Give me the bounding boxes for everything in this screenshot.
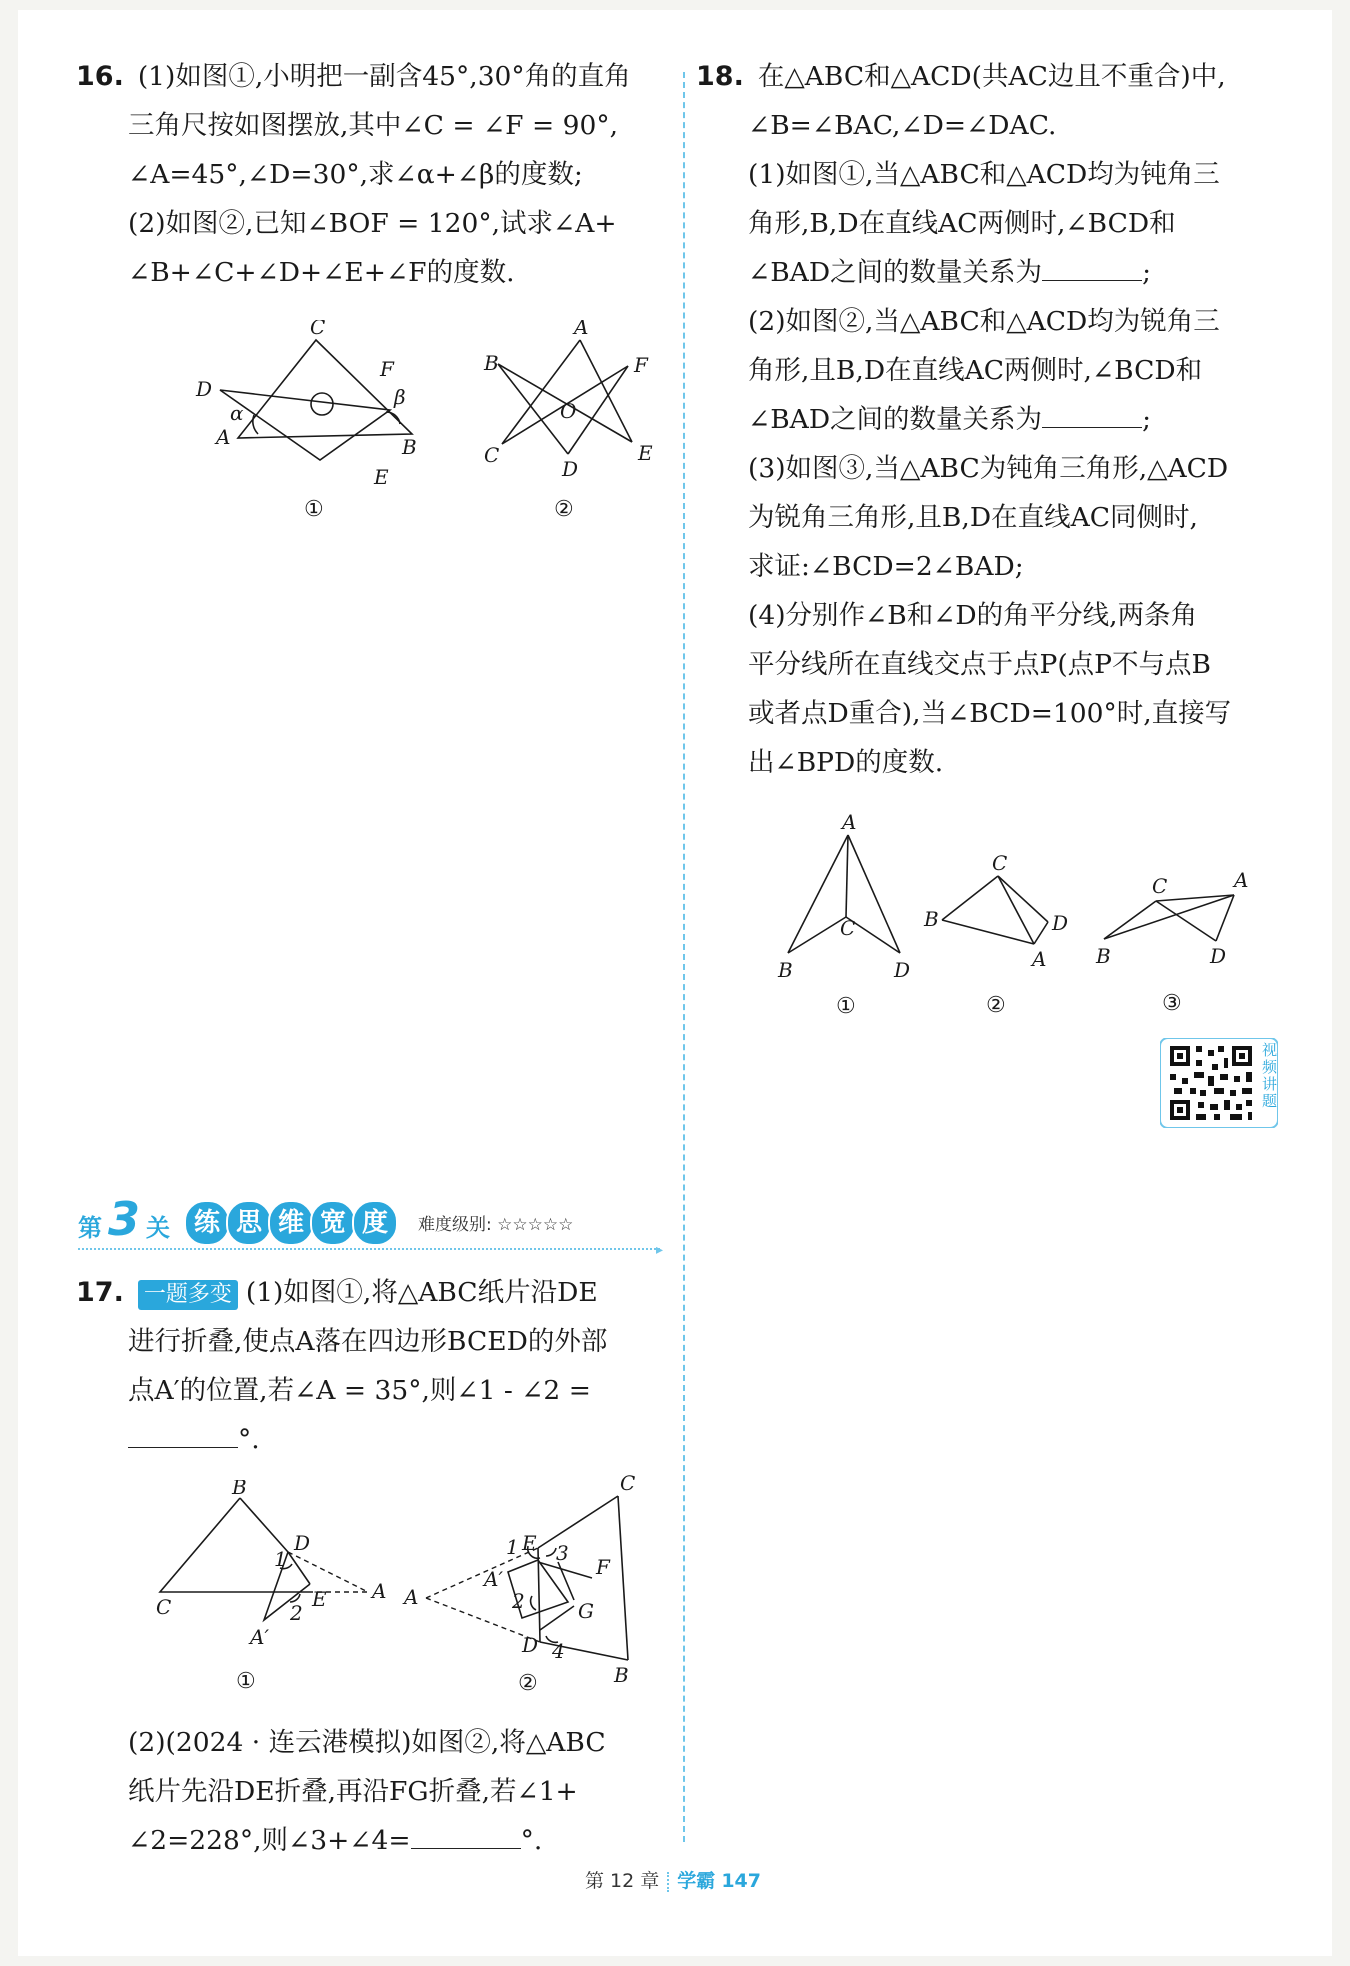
triangle-abc (238, 340, 412, 438)
q18-figure-2 (920, 850, 1090, 1025)
q17-line-2: 进行折叠,使点A落在四边形BCED的外部 (128, 1326, 608, 1357)
section-number: 3 (108, 1192, 141, 1246)
label-d: D (562, 457, 579, 481)
triangle-abc-folded (160, 1498, 311, 1592)
difficulty-rating: 难度级别: ☆☆☆☆☆ (418, 1215, 574, 1235)
label-b: B (924, 907, 939, 931)
label-a: A (1234, 868, 1249, 892)
side-b-a (1104, 895, 1234, 939)
q16-line-4: (2)如图②,已知∠BOF = 120°,试求∠A+ (128, 208, 617, 239)
q16-line-1: (1)如图①,小明把一副含45°,30°角的直角 (137, 61, 631, 92)
figure-caption: ② (554, 497, 574, 522)
side-c-d (998, 876, 1048, 922)
q18-line-13: 平分线所在直线交点于点P(点P不与点B (748, 649, 1211, 680)
answer-blank[interactable] (411, 1824, 521, 1849)
section-divider (78, 1248, 660, 1250)
question-number: 17. (76, 1277, 124, 1308)
label-f: F (596, 1555, 610, 1579)
q18-line-12: (4)分别作∠B和∠D的角平分线,两条角 (748, 600, 1198, 631)
side-c-b (618, 1496, 628, 1660)
q17-figure-2 (400, 1470, 660, 1700)
figure-caption: ① (836, 994, 856, 1019)
side-a-c (846, 835, 848, 917)
label-3: 3 (556, 1541, 569, 1565)
label-f: F (634, 353, 648, 377)
question-16 (76, 52, 676, 297)
label-e: E (638, 441, 653, 465)
label-b: B (1096, 944, 1111, 968)
q18-line-5: ∠BAD之间的数量关系为 (748, 257, 1043, 288)
q18-line-10: 为锐角三角形,且B,D在直线AC同侧时, (748, 502, 1198, 533)
side-a-d (1216, 895, 1234, 941)
figure-caption: ③ (1162, 991, 1182, 1016)
q17-p2-line-1: (2)(2024 · 连云港模拟)如图②,将△ABC (128, 1727, 606, 1758)
alpha-arc (253, 415, 258, 434)
q18-line-9: (3)如图③,当△ABC为钝角三角形,△ACD (748, 453, 1229, 484)
q18-line-8: ∠BAD之间的数量关系为 (748, 404, 1043, 435)
q16-figure-1 (190, 320, 430, 530)
label-d: D (196, 377, 213, 401)
arrow-icon: ▸ (656, 1242, 664, 1258)
q17-line-3: 点A′的位置,若∠A = 35°,则∠1 - ∠2 = (128, 1375, 591, 1406)
q18-line-8-suffix: ; (1142, 404, 1151, 435)
title-char: 维 (268, 1200, 314, 1246)
side-a-d (1034, 922, 1048, 944)
answer-blank[interactable] (1042, 256, 1142, 281)
qr-label: 视频讲题 (1262, 1041, 1278, 1110)
q18-figure-3 (1090, 865, 1270, 1025)
side-c-e (538, 1496, 618, 1548)
side-b-c (1104, 901, 1156, 939)
variant-tag: 一题多变 (138, 1280, 238, 1310)
section-header (78, 1192, 668, 1258)
chapter-label: 第 12 章 (585, 1870, 660, 1892)
label-c: C (156, 1595, 172, 1619)
label-b: B (402, 435, 417, 459)
side-c-d (1156, 901, 1216, 941)
q16-line-3: ∠A=45°,∠D=30°,求∠α+∠β的度数; (128, 159, 583, 190)
label-d: D (894, 958, 911, 982)
line-a-c (502, 340, 580, 444)
fold-line-fg (558, 1562, 574, 1600)
side-b-a (942, 920, 1034, 944)
label-a: A (1032, 947, 1047, 971)
section-prefix: 第 (78, 1214, 102, 1242)
label-e: E (522, 1531, 537, 1555)
q17-figure-1 (140, 1480, 400, 1700)
label-d: D (1052, 911, 1069, 935)
footer-separator (667, 1872, 669, 1892)
column-divider (683, 72, 685, 1842)
side-c-b (942, 876, 998, 920)
label-e: E (312, 1587, 327, 1611)
q18-line-6: (2)如图②,当△ABC和△ACD均为锐角三 (748, 306, 1220, 337)
qr-code-icon[interactable] (1160, 1038, 1278, 1128)
q18-figure-1 (770, 805, 930, 1025)
question-18 (696, 52, 1296, 787)
label-b: B (614, 1663, 629, 1687)
answer-blank[interactable] (128, 1423, 238, 1448)
dashed-d-a (288, 1552, 368, 1592)
question-17-part-2 (76, 1718, 676, 1865)
label-b: B (778, 958, 793, 982)
angle-3-arc (546, 1548, 556, 1556)
q18-line-5-suffix: ; (1142, 257, 1151, 288)
label-a: A (842, 810, 857, 834)
answer-blank[interactable] (1042, 403, 1142, 428)
q18-line-2: ∠B=∠BAC,∠D=∠DAC. (748, 110, 1057, 141)
label-a: A (216, 425, 231, 449)
label-b: B (484, 351, 499, 375)
section-suffix: 关 (146, 1214, 170, 1242)
label-4: 4 (552, 1639, 565, 1663)
label-beta: β (394, 385, 406, 409)
label-b: B (232, 1480, 247, 1499)
label-f: F (380, 357, 394, 381)
page-footer (585, 1866, 761, 1893)
question-number: 18. (696, 61, 744, 92)
question-number: 16. (76, 61, 124, 92)
side-c-a (998, 876, 1034, 944)
label-d: D (294, 1531, 311, 1555)
label-d: D (522, 1633, 539, 1657)
title-char: 思 (226, 1200, 272, 1246)
question-17 (76, 1268, 676, 1464)
figure-caption: ① (304, 497, 324, 522)
title-char: 度 (352, 1200, 398, 1246)
side-b-d (240, 1498, 288, 1552)
label-2: 2 (290, 1601, 303, 1625)
title-char: 宽 (310, 1200, 356, 1246)
figure-caption: ① (236, 1669, 256, 1694)
q16-line-2: 三角尺按如图摆放,其中∠C = ∠F = 90°, (128, 110, 618, 141)
q16-line-5: ∠B+∠C+∠D+∠E+∠F的度数. (128, 257, 515, 288)
q18-line-3: (1)如图①,当△ABC和△ACD均为钝角三 (748, 159, 1220, 190)
q18-line-14: 或者点D重合),当∠BCD=100°时,直接写 (748, 698, 1232, 729)
label-2: 2 (512, 1589, 525, 1613)
label-a-prime: A′ (484, 1567, 503, 1591)
q18-line-4: 角形,B,D在直线AC两侧时,∠BCD和 (748, 208, 1176, 239)
q17-p2-line-3-suffix: °. (520, 1825, 543, 1856)
label-a: A (372, 1579, 387, 1603)
q18-line-1: 在△ABC和△ACD(共AC边且不重合)中, (757, 61, 1226, 92)
q17-line-4-suffix: °. (238, 1424, 260, 1455)
label-c: C (840, 916, 856, 940)
label-c: C (620, 1471, 636, 1495)
label-a: A (574, 320, 589, 339)
label-alpha: α (230, 401, 244, 425)
label-c: C (310, 320, 326, 339)
label-e: E (374, 465, 389, 489)
label-o: O (560, 399, 577, 423)
angle-2-arc (531, 1596, 536, 1610)
label-c: C (484, 443, 500, 467)
q17-p2-line-2: 纸片先沿DE折叠,再沿FG折叠,若∠1+ (128, 1776, 578, 1807)
section-title (184, 1200, 394, 1246)
figure-caption: ② (518, 1671, 538, 1696)
q17-p2-line-3: ∠2=228°,则∠3+∠4= (128, 1825, 411, 1856)
label-a: A (404, 1585, 419, 1609)
label-1: 1 (274, 1547, 287, 1571)
q18-line-15: 出∠BPD的度数. (748, 747, 944, 778)
beta-arc (386, 412, 400, 424)
circle-mark (311, 393, 333, 415)
q16-figure-2 (470, 320, 670, 530)
triangle-def (220, 390, 390, 460)
brand-label: 学霸 (677, 1870, 716, 1892)
label-d: D (1210, 944, 1227, 968)
side-c-a (1156, 895, 1234, 901)
label-c: C (992, 851, 1008, 875)
figure-caption: ② (986, 993, 1006, 1018)
label-c: C (1152, 874, 1168, 898)
triangle-a-prime (264, 1552, 310, 1620)
q18-line-11: 求证:∠BCD=2∠BAD; (748, 551, 1024, 582)
title-char: 练 (184, 1200, 230, 1246)
label-1: 1 (506, 1535, 519, 1559)
q18-line-7: 角形,且B,D在直线AC两侧时,∠BCD和 (748, 355, 1203, 386)
label-a-prime: A′ (250, 1625, 269, 1649)
label-g: G (578, 1599, 594, 1623)
q17-line-1: (1)如图①,将△ABC纸片沿DE (245, 1277, 598, 1308)
page-number: 147 (721, 1870, 761, 1892)
